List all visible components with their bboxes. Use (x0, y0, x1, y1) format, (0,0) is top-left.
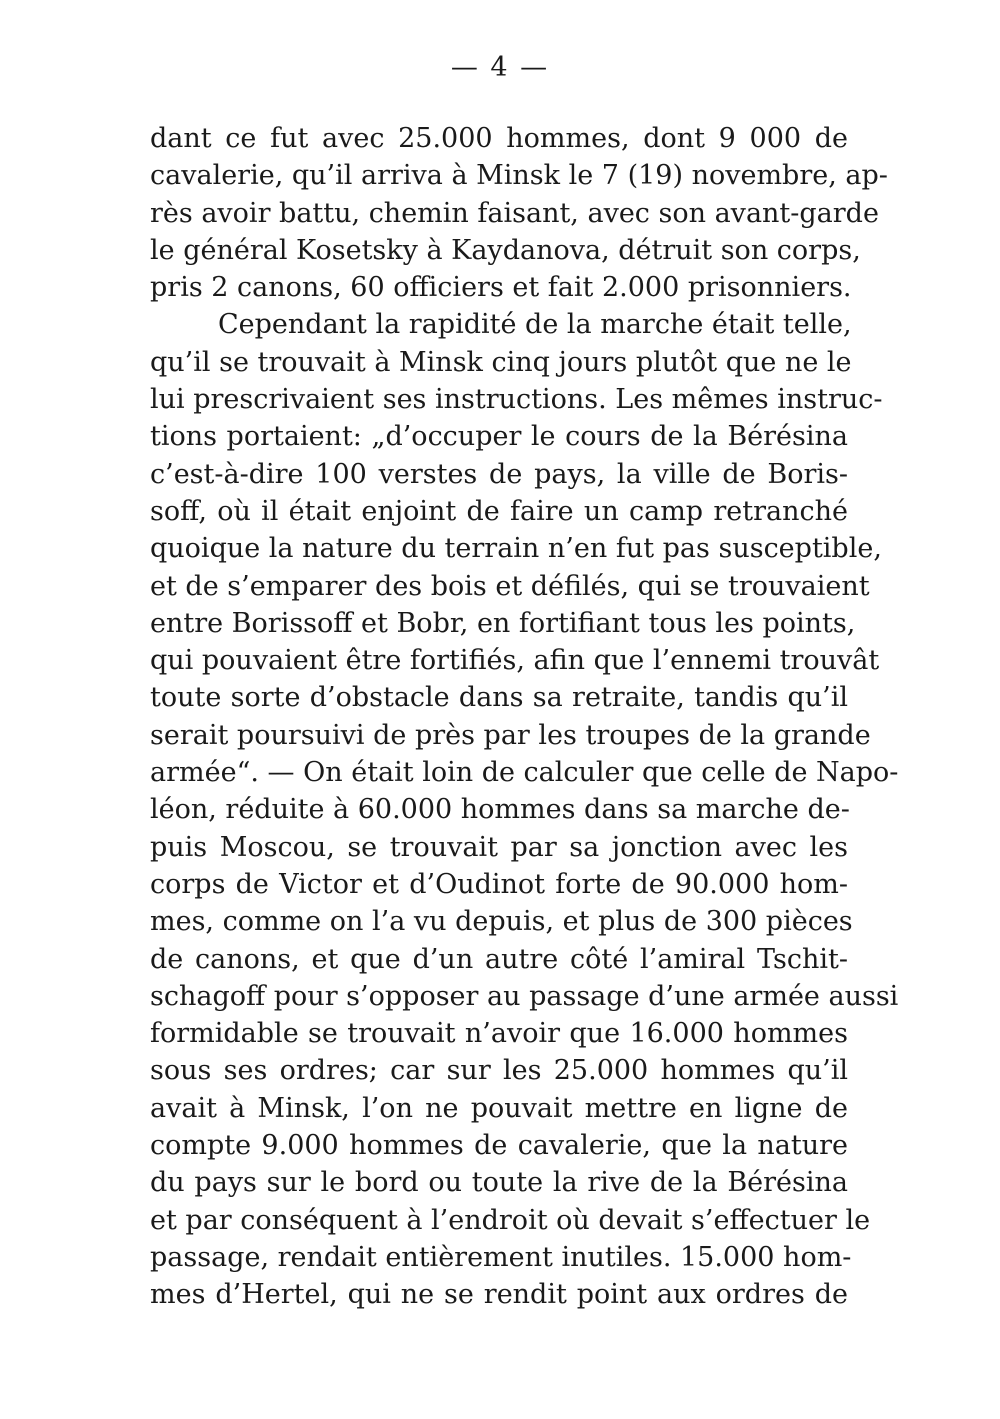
text-line: toute sorte d’obstacle dans sa retraite, tandis qu’il (150, 682, 848, 714)
page-number: — 4 — (450, 52, 550, 83)
text-line: soff, où il était enjoint de faire un camp retranché (150, 495, 848, 527)
text-line: serait poursuivi de près par les troupes de la grande (150, 719, 871, 751)
text-line: mes, comme on l’a vu depuis, et plus de 300 pièces (150, 906, 853, 938)
text-line: puis Moscou, se trouvait par sa jonction avec les (150, 831, 848, 863)
text-line: formidable se trouvait n’avoir que 16.000 hommes (150, 1018, 848, 1050)
text-line: de canons, et que d’un autre côté l’amiral Tschit- (150, 943, 848, 975)
text-line: avait à Minsk, l’on ne pouvait mettre en ligne de (150, 1092, 848, 1124)
text-line: le général Kosetsky à Kaydanova, détruit son corps, (150, 234, 861, 266)
text-line: rès avoir battu, chemin faisant, avec son avant-garde (150, 197, 879, 229)
text-line: passage, rendait entièrement inutiles. 15.000 hom- (150, 1241, 852, 1273)
text-line: et de s’emparer des bois et défilés, qui se trouvaient (150, 570, 870, 602)
text-line: qu’il se trouvait à Minsk cinq jours plutôt que ne le (150, 346, 852, 378)
text-line: armée“. — On était loin de calculer que celle de Napo- (150, 757, 899, 789)
text-line: sous ses ordres; car sur les 25.000 hommes qu’il (150, 1055, 848, 1087)
text-line: tions portaient: „d’occuper le cours de la Bérésina (150, 421, 848, 453)
text-line: quoique la nature du terrain n’en fut pas susceptible, (150, 533, 882, 565)
text-line: corps de Victor et d’Oudinot forte de 90.000 hom- (150, 868, 848, 900)
text-line: dant ce fut avec 25.000 hommes, dont 9 000 de (150, 123, 848, 154)
text-line: Cependant la rapidité de la marche était telle, (218, 309, 852, 341)
text-line: du pays sur le bord ou toute la rive de la Bérésina (150, 1167, 848, 1199)
body-text (150, 120, 899, 1314)
text-line: schagoff pour s’opposer au passage d’une armée aussi (150, 980, 899, 1012)
text-line: pris 2 canons, 60 officiers et fait 2.000 prisonniers. (150, 272, 852, 304)
text-line: mes d’Hertel, qui ne se rendit point aux ordres de (150, 1279, 848, 1311)
text-line: lui prescrivaient ses instructions. Les mêmes instruc- (150, 384, 883, 416)
text-line: c’est-à-dire 100 verstes de pays, la ville de Boris- (150, 458, 848, 490)
text-line: compte 9.000 hommes de cavalerie, que la nature (150, 1130, 848, 1162)
text-line: entre Borissoff et Bobr, en fortifiant tous les points, (150, 607, 856, 639)
text-line: léon, réduite à 60.000 hommes dans sa marche de- (150, 794, 850, 826)
text-line: qui pouvaient être fortifiés, afin que l’ennemi trouvât (150, 645, 880, 677)
text-line: et par conséquent à l’endroit où devait s’effectuer le (150, 1204, 871, 1236)
text-line: cavalerie, qu’il arriva à Minsk le 7 (19) novembre, ap- (150, 160, 888, 192)
